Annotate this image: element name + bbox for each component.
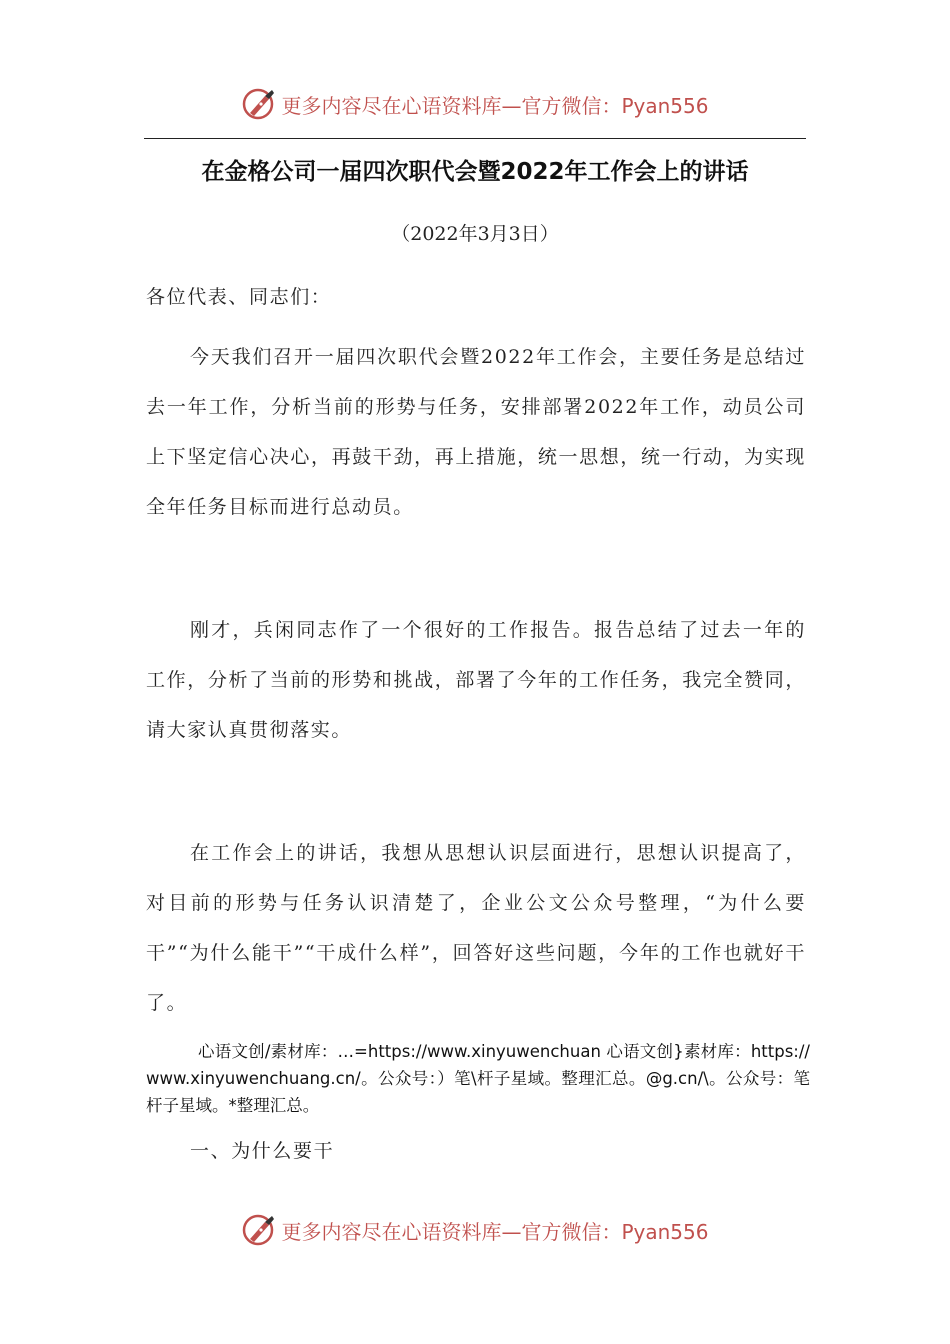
paragraph: 今天我们召开一届四次职代会暨2022年工作会，主要任务是总结过去一年工作，分析当前的形势与任务，安排部署2022年工作，动员公司上下坚定信心决心，再鼓干劲，再上措施，统一思想，统一行动，为实现全年任务目标而进行总动员。	[146, 346, 806, 518]
pen-nib-logo-icon	[241, 1212, 277, 1248]
pen-nib-logo-icon	[241, 86, 277, 122]
banner-text: 更多内容尽在心语资料库—官方微信：Pyan556	[281, 1219, 709, 1244]
header-banner	[0, 84, 950, 124]
paragraph: 刚才，兵闲同志作了一个很好的工作报告。报告总结了过去一年的工作，分析了当前的形势和挑战，部署了今年的工作任务，我完全赞同，请大家认真贯彻落实。	[146, 619, 806, 741]
document-title: 在金格公司一届四次职代会暨2022年工作会上的讲话	[201, 159, 749, 185]
paragraph: 在工作会上的讲话，我想从思想认识层面进行，思想认识提高了，对目前的形势与任务认识清楚了，企业公文公众号整理，“为什么要干”“为什么能干”“干成什么样”，回答好这些问题，今年的工作也就好干了。	[146, 842, 806, 1014]
document-date: （2022年3月3日）	[391, 223, 559, 245]
source-note: 心语文创/素材库：…=https://www.xinyuwenchuan 心语文创}素材库：https://www.xinyuwenchuang.cn/。公众号：）笔\杆子星域。整理汇总。@g.cn/\。公众号：笔杆子星域。*整理汇总。	[146, 1042, 810, 1115]
banner-text: 更多内容尽在心语资料库—官方微信：Pyan556	[281, 93, 709, 118]
section-heading: 一、为什么要干	[190, 1140, 335, 1162]
footer-banner	[0, 1210, 950, 1250]
header-divider	[144, 138, 806, 139]
salutation: 各位代表、同志们：	[146, 286, 332, 308]
